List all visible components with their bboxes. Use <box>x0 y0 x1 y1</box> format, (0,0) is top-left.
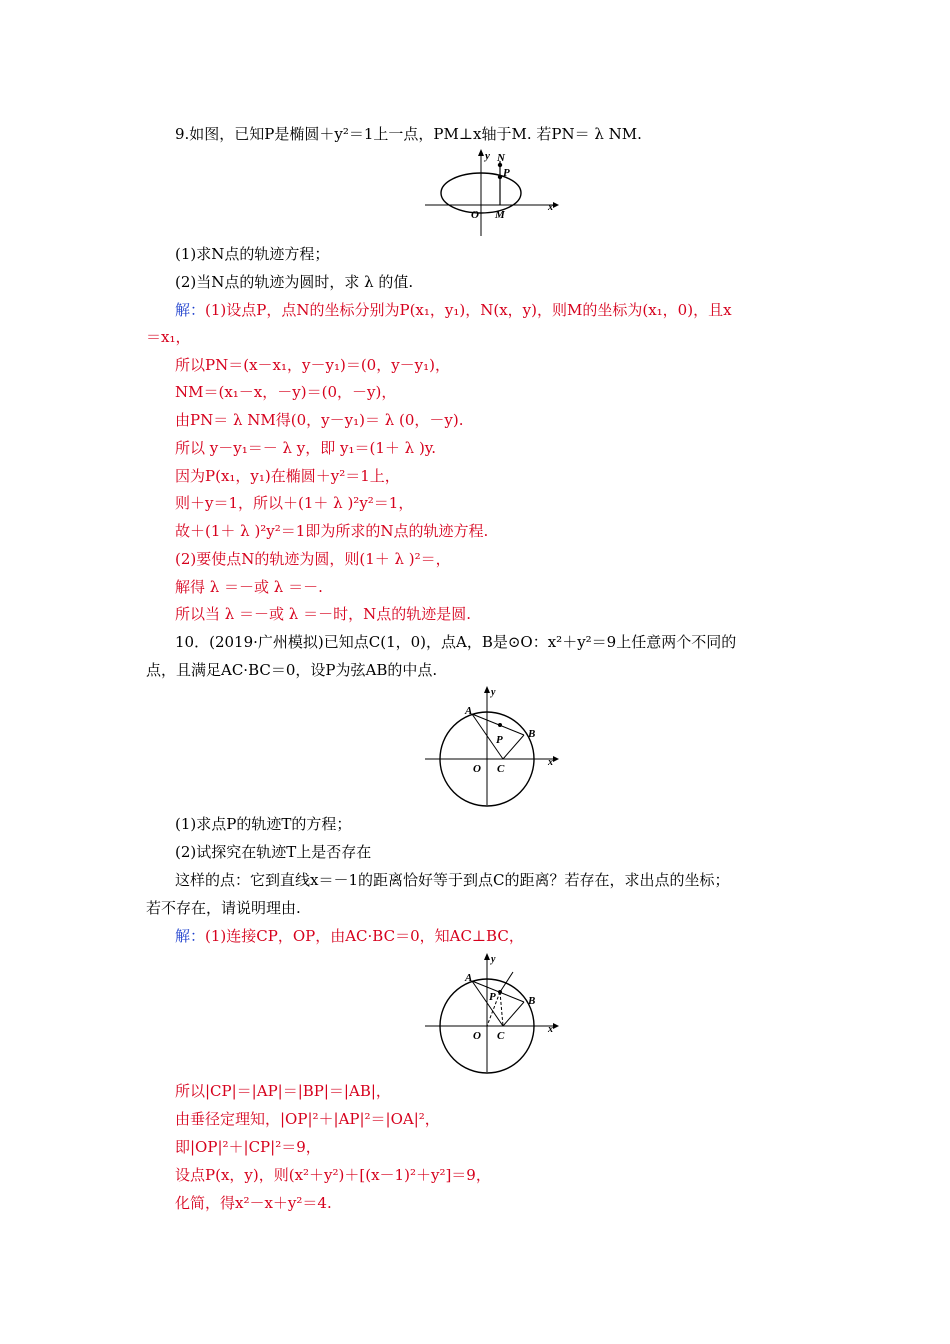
solution-label: 解： <box>175 301 206 319</box>
solution-9-line-4: NM＝(x₁－x，－y)＝(0，－y)， <box>175 383 397 401</box>
solution-9-line-11: 解得 λ ＝－或 λ ＝－. <box>175 578 323 596</box>
y-axis-label: y <box>491 687 496 698</box>
problem-10-stem: 10．(2019·广州模拟)已知点C(1，0)，点A，B是⊙O：x²＋y²＝9上任意两个不同的 <box>175 633 737 651</box>
circle-figure-2 <box>425 950 560 1075</box>
solution-9-line-9: 故＋(1＋ λ )²y²＝1即为所求的N点的轨迹方程. <box>175 522 489 540</box>
solution-9-line-2: ＝x₁， <box>146 328 191 346</box>
x-axis-label: x <box>548 202 553 213</box>
solution-10-line-4: 即|OP|²＋|CP|²＝9， <box>175 1138 321 1156</box>
ellipse-figure <box>425 148 560 240</box>
circle-figure-1 <box>425 683 560 808</box>
point-b-label: B <box>528 995 536 1007</box>
point-a-label: A <box>465 705 473 717</box>
problem-9-q2: (2)当N点的轨迹为圆时，求 λ 的值. <box>175 273 414 291</box>
problem-9-stem: 9.如图，已知P是椭圆＋y²＝1上一点，PM⊥x轴于M. 若PN＝ λ NM. <box>175 125 642 143</box>
point-p-label: P <box>496 734 503 746</box>
solution-text: (1)设点P，点N的坐标分别为P(x₁，y₁)，N(x，y)，则M的坐标为(x₁，0)，且x <box>205 301 732 319</box>
point-c-label: C <box>497 1030 505 1042</box>
problem-10-q2-cont: 这样的点：它到直线x＝－1的距离恰好等于到点C的距离？若存在，求出点的坐标； <box>175 871 730 889</box>
x-axis-label: x <box>548 1024 553 1035</box>
solution-10-line-1 <box>175 926 524 946</box>
solution-9-line-6: 所以 y－y₁＝－ λ y，即 y₁＝(1＋ λ )y. <box>175 439 437 457</box>
problem-10-q2: (2)试探究在轨迹T上是否存在 <box>175 843 372 861</box>
solution-9-line-3: 所以PN＝(x－x₁，y－y₁)＝(0，y－y₁)， <box>175 356 451 374</box>
point-p-label: P <box>503 167 510 179</box>
solution-9-line-10: (2)要使点N的轨迹为圆，则(1＋ λ )²＝， <box>175 550 451 568</box>
y-axis-label: y <box>485 150 490 162</box>
solution-9-line-1 <box>175 300 732 320</box>
problem-10-q1: (1)求点P的轨迹T的方程； <box>175 815 352 833</box>
solution-label: 解： <box>175 927 206 945</box>
point-n-label: N <box>497 152 505 164</box>
point-b-label: B <box>528 728 536 740</box>
point-a-label: A <box>465 972 473 984</box>
problem-10-q2-cont-2: 若不存在，请说明理由. <box>146 899 301 917</box>
origin-label: O <box>473 763 481 775</box>
problem-10-stem-cont: 点，且满足AC·BC＝0，设P为弦AB的中点. <box>146 661 438 679</box>
origin-label: O <box>473 1030 481 1042</box>
solution-10-line-5: 设点P(x，y)，则(x²＋y²)＋[(x－1)²＋y²]＝9， <box>175 1166 491 1184</box>
point-m-label: M <box>495 209 505 221</box>
x-axis-label: x <box>548 757 553 768</box>
y-axis-label: y <box>491 954 496 965</box>
origin-label: O <box>471 209 479 221</box>
point-p-label: P <box>489 991 496 1003</box>
problem-9-q1: (1)求N点的轨迹方程； <box>175 245 330 263</box>
solution-9-line-7: 因为P(x₁，y₁)在椭圆＋y²＝1上， <box>175 467 400 485</box>
solution-9-line-12: 所以当 λ ＝－或 λ ＝－时，N点的轨迹是圆. <box>175 605 471 623</box>
point-c-label: C <box>497 763 505 775</box>
solution-10-line-3: 由垂径定理知，|OP|²＋|AP|²＝|OA|²， <box>175 1110 440 1128</box>
solution-9-line-5: 由PN＝ λ NM得(0，y－y₁)＝ λ (0，－y). <box>175 411 464 429</box>
solution-text: (1)连接CP，OP，由AC·BC＝0，知AC⊥BC， <box>205 927 524 945</box>
solution-10-line-6: 化简，得x²－x＋y²＝4. <box>175 1194 332 1212</box>
solution-10-line-2: 所以|CP|＝|AP|＝|BP|＝|AB|， <box>175 1082 391 1100</box>
solution-9-line-8: 则＋y＝1，所以＋(1＋ λ )²y²＝1， <box>175 494 414 512</box>
